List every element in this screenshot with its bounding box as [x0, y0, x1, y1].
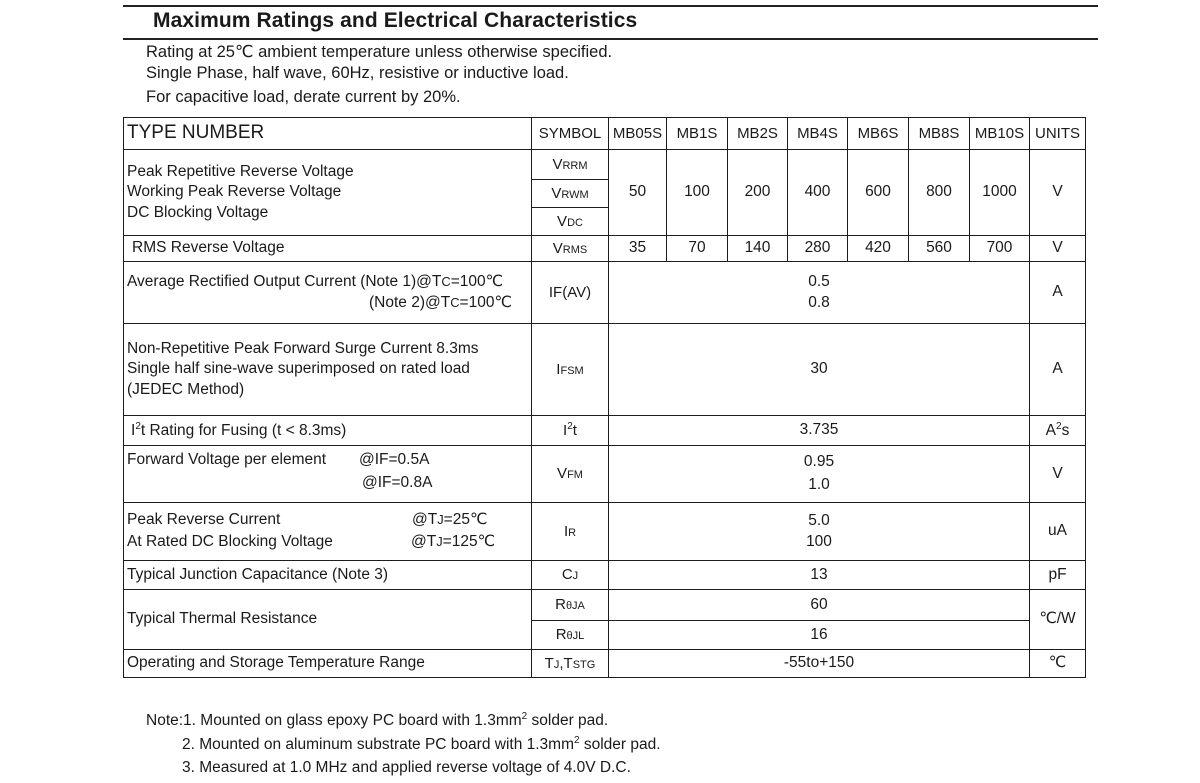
param-label: Typical Junction Capacitance (Note 3): [124, 561, 532, 590]
value-cell: 400: [788, 150, 848, 236]
symbol-sub: RWM: [561, 188, 589, 201]
part-header: MB8S: [909, 118, 970, 150]
condition-line: Single Phase, half wave, 60Hz, resistive or inductive load.: [146, 64, 569, 82]
symbol-cell: [532, 208, 609, 236]
value-cell: 60: [609, 590, 1030, 621]
condition-line: Rating at 25℃ ambient temperature unless otherwise specified.: [146, 43, 613, 61]
table-row: [124, 503, 1086, 561]
symbol-cell: IF(AV): [532, 262, 609, 324]
symbol-base: V: [557, 465, 568, 483]
ratings-table: [123, 117, 1086, 678]
param-label: (Note 2)@TC=100℃: [369, 293, 512, 311]
table-row: [124, 324, 1086, 416]
value-cell: 5.0 100: [609, 503, 1030, 561]
part-header: MB05S: [609, 118, 667, 150]
param-label: Forward Voltage per element: [127, 451, 327, 468]
param-label: RMS Reverse Voltage: [124, 236, 532, 262]
top-rule: [123, 5, 1098, 7]
table-row: [124, 590, 1086, 621]
value-cell: 800: [909, 150, 970, 236]
param-label: Non-Repetitive Peak Forward Surge Current 8.3ms: [127, 340, 479, 358]
symbol-sub: R: [568, 526, 577, 539]
symbol-cell: TJ,TSTG: [532, 650, 609, 678]
part-header: MB6S: [848, 118, 909, 150]
unit-cell: A: [1030, 262, 1086, 324]
symbol-base: I: [563, 522, 569, 540]
value-cell: 200: [728, 150, 788, 236]
symbol-cell: [532, 561, 609, 590]
param-label: Operating and Storage Temperature Range: [124, 650, 532, 678]
symbol-header: SYMBOL: [532, 118, 609, 150]
value-cell: 3.735: [609, 416, 1030, 446]
part-header: MB10S: [970, 118, 1030, 150]
param-label: $I^2t$ Rating for Fusing (t < 8.3ms): [124, 416, 532, 446]
symbol-sub: FSM: [560, 364, 584, 377]
value-cell: -55to+150: [609, 650, 1030, 678]
table-row: [124, 150, 1086, 180]
note-line: Note:1. Mounted on glass epoxy PC board with $1.3mm^2$ solder pad.: [146, 711, 609, 730]
param-label: Average Rectified Output Current (Note 1)@TC=100℃: [127, 273, 504, 291]
value-cell: 16: [609, 621, 1030, 650]
value-cell: 560: [909, 236, 970, 262]
test-condition: @TJ=125℃: [411, 533, 495, 551]
part-header: MB1S: [667, 118, 728, 150]
note-line: 2. Mounted on aluminum substrate PC board with $1.3mm^2$ solder pad.: [182, 735, 661, 754]
param-label: Peak Reverse Current: [127, 511, 281, 529]
param-cell: [124, 262, 532, 324]
symbol-base: V: [557, 212, 568, 230]
param-cell: [124, 150, 532, 236]
table-row: [124, 416, 1086, 446]
param-label: Peak Repetitive Reverse Voltage: [127, 163, 354, 181]
table-row: [124, 561, 1086, 590]
symbol-cell: [532, 621, 609, 650]
symbol-base: V: [551, 184, 562, 202]
value-cell: 420: [848, 236, 909, 262]
part-header: MB2S: [728, 118, 788, 150]
param-cell: [124, 446, 532, 503]
unit-cell: V: [1030, 150, 1086, 236]
unit-cell: V: [1030, 446, 1086, 503]
param-cell: [124, 503, 532, 561]
param-label: Typical Thermal Resistance: [124, 590, 532, 650]
symbol-base: V: [552, 239, 563, 257]
unit-cell: ℃/W: [1030, 590, 1086, 650]
symbol-cell: [532, 236, 609, 262]
symbol-sub: J: [572, 570, 579, 583]
param-label: At Rated DC Blocking Voltage: [127, 533, 333, 551]
value-cell: 35: [609, 236, 667, 262]
test-condition: @TJ=25℃: [412, 511, 488, 529]
unit-cell: pF: [1030, 561, 1086, 590]
page-title: Maximum Ratings and Electrical Characteristics: [153, 9, 638, 32]
unit-cell: V: [1030, 236, 1086, 262]
test-condition: @IF=0.5A: [359, 451, 430, 468]
condition-line: For capacitive load, derate current by 20%.: [146, 88, 461, 106]
value-cell: 600: [848, 150, 909, 236]
symbol-cell: [532, 446, 609, 503]
value-cell: 700: [970, 236, 1030, 262]
symbol-sub: RMS: [562, 243, 588, 256]
symbol-sub: DC: [567, 216, 583, 229]
table-row: [124, 262, 1086, 324]
value-cell: 13: [609, 561, 1030, 590]
symbol-cell: [532, 324, 609, 416]
param-label: Working Peak Reverse Voltage: [127, 183, 342, 201]
units-header: UNITS: [1030, 118, 1086, 150]
value-cell: 280: [788, 236, 848, 262]
part-header: MB4S: [788, 118, 848, 150]
symbol-base: I: [556, 360, 561, 378]
table-row: [124, 446, 1086, 503]
symbol-cell: [532, 503, 609, 561]
note-line: 3. Measured at 1.0 MHz and applied reverse voltage of 4.0V D.C.: [182, 759, 631, 776]
symbol-base: R: [555, 626, 567, 644]
param-label: Single half sine-wave superimposed on rated load: [127, 360, 470, 378]
symbol-sub: FM: [567, 469, 583, 482]
param-cell: [124, 324, 532, 416]
table-row: [124, 236, 1086, 262]
value-cell: 1000: [970, 150, 1030, 236]
symbol-cell: $I^2t$: [532, 416, 609, 446]
type-number-header: TYPE NUMBER: [124, 118, 532, 150]
unit-cell: $A^2s$: [1030, 416, 1086, 446]
symbol-sub: RRM: [562, 159, 588, 172]
symbol-cell: [532, 590, 609, 621]
notes-section: [146, 711, 661, 783]
symbol-sub: θJL: [566, 630, 585, 643]
unit-cell: A: [1030, 324, 1086, 416]
param-label: DC Blocking Voltage: [127, 203, 269, 221]
value-cell: 50: [609, 150, 667, 236]
symbol-base: R: [555, 596, 566, 614]
unit-cell: uA: [1030, 503, 1086, 561]
param-label: (JEDEC Method): [127, 380, 245, 398]
header-row: [124, 118, 1086, 150]
unit-cell: ℃: [1030, 650, 1086, 678]
symbol-cell: [532, 150, 609, 180]
symbol-cell: [532, 180, 609, 208]
value-cell: 70: [667, 236, 728, 262]
value-cell: 100: [667, 150, 728, 236]
table-row: [124, 650, 1086, 678]
test-condition: @IF=0.8A: [362, 474, 433, 491]
symbol-base: V: [552, 155, 563, 173]
symbol-base: C: [561, 566, 573, 584]
title-rule: [123, 38, 1098, 40]
symbol-sub: θJA: [565, 600, 585, 613]
value-cell: 0.5 0.8: [609, 262, 1030, 324]
value-cell: 30: [609, 324, 1030, 416]
value-cell: 140: [728, 236, 788, 262]
value-cell: 0.95 1.0: [609, 446, 1030, 503]
